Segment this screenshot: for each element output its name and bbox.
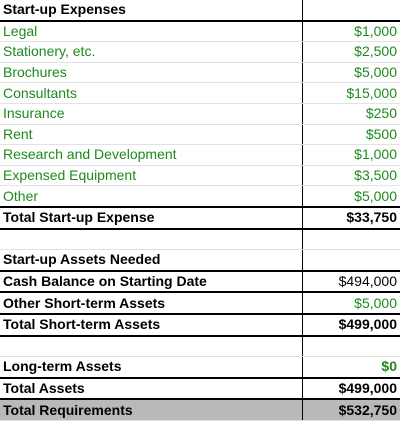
table-row — [0, 145, 400, 166]
assets-header-row — [0, 250, 400, 271]
long-term-value[interactable]: $0 — [302, 357, 400, 378]
expense-label[interactable]: Rent — [0, 124, 302, 145]
table-row — [0, 103, 400, 124]
expense-value[interactable]: $15,000 — [302, 83, 400, 104]
expense-label[interactable]: Research and Development — [0, 145, 302, 166]
other-assets-value[interactable]: $5,000 — [302, 292, 400, 314]
other-assets-label: Other Short-term Assets — [0, 292, 302, 314]
short-term-total-label: Total Short-term Assets — [0, 314, 302, 336]
cash-value: $494,000 — [302, 271, 400, 293]
empty-cell — [302, 250, 400, 271]
assets-header: Start-up Assets Needed — [0, 250, 302, 271]
empty-cell — [302, 229, 400, 250]
long-term-label: Long-term Assets — [0, 357, 302, 378]
table-row — [0, 186, 400, 207]
expense-label[interactable]: Insurance — [0, 103, 302, 124]
short-term-total-value: $499,000 — [302, 314, 400, 336]
table-row — [0, 62, 400, 83]
total-assets-row — [0, 378, 400, 400]
cash-row — [0, 271, 400, 293]
expense-value[interactable]: $2,500 — [302, 42, 400, 63]
expense-label[interactable]: Consultants — [0, 83, 302, 104]
empty-cell — [0, 229, 302, 250]
expense-value[interactable]: $5,000 — [302, 62, 400, 83]
table-row — [0, 83, 400, 104]
expenses-header-row — [0, 0, 400, 21]
empty-cell — [0, 336, 302, 357]
expense-value[interactable]: $3,500 — [302, 165, 400, 186]
expenses-header: Start-up Expenses — [0, 0, 302, 21]
expense-label[interactable]: Brochures — [0, 62, 302, 83]
total-expense-row — [0, 207, 400, 229]
table-row — [0, 124, 400, 145]
total-expense-label: Total Start-up Expense — [0, 207, 302, 229]
empty-cell — [302, 0, 400, 21]
expense-label[interactable]: Legal — [0, 21, 302, 42]
table-row — [0, 21, 400, 42]
total-requirements-label: Total Requirements — [0, 399, 302, 420]
total-expense-value: $33,750 — [302, 207, 400, 229]
expense-value[interactable]: $5,000 — [302, 186, 400, 207]
total-assets-value: $499,000 — [302, 378, 400, 400]
total-requirements-value: $532,750 — [302, 399, 400, 420]
expense-label[interactable]: Stationery, etc. — [0, 42, 302, 63]
expense-value[interactable]: $500 — [302, 124, 400, 145]
total-requirements-row — [0, 399, 400, 420]
expense-label[interactable]: Other — [0, 186, 302, 207]
empty-cell — [302, 336, 400, 357]
cash-label: Cash Balance on Starting Date — [0, 271, 302, 293]
spacer-row — [0, 336, 400, 357]
spacer-row — [0, 229, 400, 250]
table-row — [0, 42, 400, 63]
long-term-row — [0, 357, 400, 378]
other-assets-row — [0, 292, 400, 314]
table-row — [0, 165, 400, 186]
expense-label[interactable]: Expensed Equipment — [0, 165, 302, 186]
total-assets-label: Total Assets — [0, 378, 302, 400]
expense-value[interactable]: $1,000 — [302, 21, 400, 42]
expense-value[interactable]: $250 — [302, 103, 400, 124]
expense-value[interactable]: $1,000 — [302, 145, 400, 166]
short-term-total-row — [0, 314, 400, 336]
